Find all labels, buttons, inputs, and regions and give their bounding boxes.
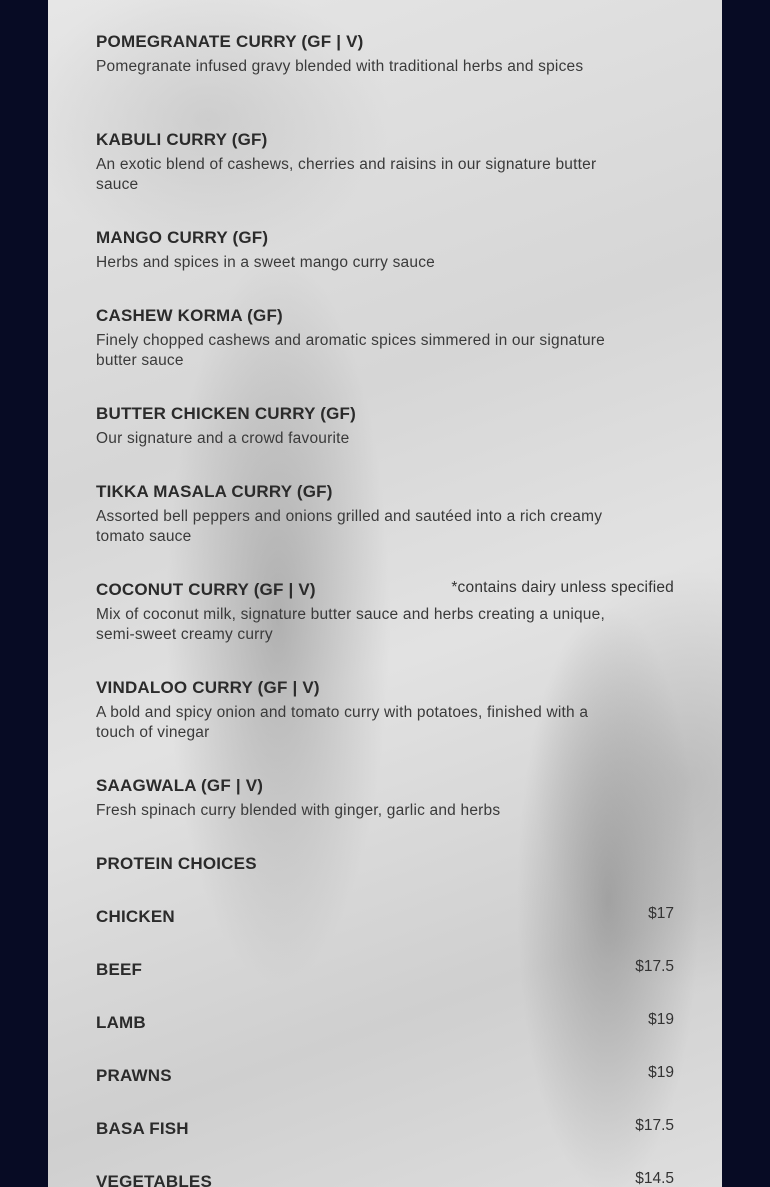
- menu-item-name: SAAGWALA (GF | V): [96, 776, 264, 795]
- menu-item-name: MANGO CURRY (GF): [96, 228, 269, 247]
- menu-item-description: Our signature and a crowd favourite: [96, 430, 350, 447]
- menu-item-cashew-korma: [96, 306, 626, 371]
- menu-item-tikka-masala-curry: [96, 482, 626, 547]
- protein-price: $14.5: [635, 1170, 674, 1187]
- menu-item-name: POMEGRANATE CURRY (GF | V): [96, 32, 364, 51]
- menu-item-name: KABULI CURRY (GF): [96, 130, 268, 149]
- protein-row-vegetables: [96, 1172, 674, 1187]
- menu-item-description: A bold and spicy onion and tomato curry with potatoes, finished with a touch of vinegar: [96, 704, 589, 741]
- menu-item-vindaloo-curry: [96, 678, 626, 743]
- protein-name: LAMB: [96, 1013, 146, 1032]
- menu-item-name: COCONUT CURRY (GF | V): [96, 580, 316, 599]
- menu-item-pomegranate-curry: [96, 32, 626, 77]
- menu-item-saagwala: [96, 776, 626, 821]
- protein-name: CHICKEN: [96, 907, 175, 926]
- menu-item-kabuli-curry: [96, 130, 626, 195]
- menu-item-description: Pomegranate infused gravy blended with traditional herbs and spices: [96, 58, 584, 75]
- protein-price: $17: [648, 905, 674, 922]
- menu-item-name: BUTTER CHICKEN CURRY (GF): [96, 404, 356, 423]
- menu-item-description: Herbs and spices in a sweet mango curry sauce: [96, 254, 435, 271]
- protein-row-chicken: [96, 907, 674, 929]
- protein-choices-heading: [96, 854, 626, 874]
- menu-item-description: Assorted bell peppers and onions grilled and sautéed into a rich creamy tomato sauce: [96, 508, 603, 545]
- menu-page: [48, 0, 722, 1187]
- menu-item-description: Mix of coconut milk, signature butter sauce and herbs creating a unique, semi-sweet creamy curry: [96, 606, 605, 643]
- protein-name: BASA FISH: [96, 1119, 189, 1138]
- section-heading: PROTEIN CHOICES: [96, 854, 257, 873]
- dairy-note: *contains dairy unless specified: [451, 579, 674, 596]
- menu-item-mango-curry: [96, 228, 626, 273]
- menu-item-name: VINDALOO CURRY (GF | V): [96, 678, 320, 697]
- menu-item-butter-chicken-curry: [96, 404, 626, 449]
- protein-price: $17.5: [635, 1117, 674, 1134]
- menu-item-description: An exotic blend of cashews, cherries and raisins in our signature butter sauce: [96, 156, 597, 193]
- menu-item-description: Finely chopped cashews and aromatic spices simmered in our signature butter sauce: [96, 332, 605, 369]
- protein-name: PRAWNS: [96, 1066, 172, 1085]
- protein-row-lamb: [96, 1013, 674, 1035]
- protein-row-basa-fish: [96, 1119, 674, 1141]
- protein-price: $19: [648, 1011, 674, 1028]
- protein-row-beef: [96, 960, 674, 982]
- protein-price: $17.5: [635, 958, 674, 975]
- protein-name: BEEF: [96, 960, 143, 979]
- protein-row-prawns: [96, 1066, 674, 1088]
- menu-item-name: TIKKA MASALA CURRY (GF): [96, 482, 333, 501]
- menu-item-description: Fresh spinach curry blended with ginger, garlic and herbs: [96, 802, 501, 819]
- protein-name: VEGETABLES: [96, 1172, 212, 1187]
- protein-price: $19: [648, 1064, 674, 1081]
- menu-item-name: CASHEW KORMA (GF): [96, 306, 283, 325]
